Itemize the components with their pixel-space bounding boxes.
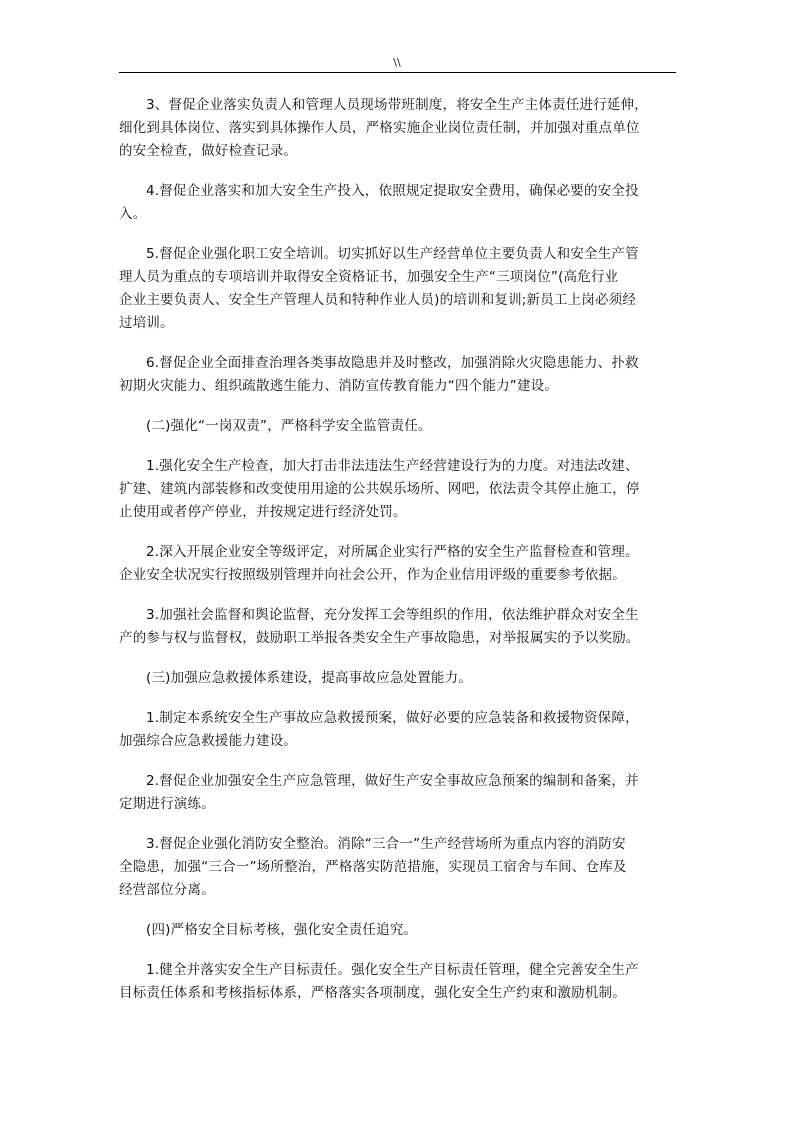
paragraph [119,180,676,226]
paragraph [119,604,676,650]
text-line: 3、督促企业落实负责人和管理人员现场带班制度，将安全生产主体责任进行延伸， [146,97,648,113]
text-line: 4.督促企业落实和加大安全生产投入，依照规定提取安全费用，确保必要的安全投 [146,183,639,199]
text-line: 1.健全并落实安全生产目标责任。强化安全生产目标责任管理，健全完善安全生产 [146,962,639,978]
paragraph [119,541,676,587]
paragraph [119,415,676,438]
header-mark: \\ [393,56,401,69]
paragraph [119,919,676,942]
text-line: 3.督促企业强化消防安全整治。消除“三合一”生产经营场所为重点内容的消防安 [146,836,626,852]
paragraph [119,243,676,335]
text-line: 细化到具体岗位、落实到具体操作人员，严格实施企业岗位责任制，并加强对重点单位 [119,120,640,136]
text-line: 初期火灾能力、组织疏散逃生能力、消防宣传教育能力“四个能力”建设。 [119,378,559,394]
paragraph [119,94,676,163]
text-line: 1.强化安全生产检查，加大打击非法违法生产经营建设行为的力度。对违法改建、 [146,458,639,474]
text-line: 1.制定本系统安全生产事故应急救援预案，做好必要的应急装备和救援物资保障， [146,710,639,726]
text-line: 企业主要负责人、安全生产管理人员和特种作业人员)的培训和复训;新员工上岗必须经 [119,292,637,308]
text-line: 扩建、建筑内部装修和改变使用用途的公共娱乐场所、网吧，依法责令其停止施工，停 [119,481,640,497]
text-line: 全隐患，加强“三合一”场所整治，严格落实防范措施，实现员工宿舍与车间、仓库及 [119,859,627,875]
header-rule [119,72,676,73]
paragraph [119,833,676,902]
text-line: 的安全检查，做好检查记录。 [119,143,298,159]
text-line: 止使用或者停产停业，并按规定进行经济处罚。 [119,504,407,520]
text-line: 5.督促企业强化职工安全培训。切实抓好以生产经营单位主要负责人和安全生产管 [146,246,639,262]
text-line: 理人员为重点的专项培训并取得安全资格证书，加强安全生产“三项岗位”(高危行业 [119,269,619,285]
text-line: (三)加强应急救援体系建设，提高事故应急处置能力。 [146,670,473,686]
text-line: (二)强化“一岗双责”，严格科学安全监管责任。 [146,418,432,434]
text-line: 目标责任体系和考核指标体系，严格落实各项制度，强化安全生产约束和激励机制。 [119,985,626,1001]
text-line: 6.督促企业全面排查治理各类事故隐患并及时整改，加强消除火灾隐患能力、扑救 [146,355,639,371]
paragraph [119,455,676,524]
paragraph [119,707,676,753]
text-line: 经营部位分离。 [119,882,215,898]
text-line: 3.加强社会监督和舆论监督，充分发挥工会等组织的作用，依法维护群众对安全生 [146,607,639,623]
text-line: (四)严格安全目标考核，强化安全责任追究。 [146,922,418,938]
paragraph [119,959,676,1005]
text-line: 入。 [119,206,147,222]
document-body [119,94,676,1022]
text-line: 企业安全状况实行按照级别管理并向社会公开，作为企业信用评级的重要参考依据。 [119,567,626,583]
paragraph [119,352,676,398]
paragraph [119,667,676,690]
text-line: 过培训。 [119,315,174,331]
text-line: 2.督促企业加强安全生产应急管理，做好生产安全事故应急预案的编制和备案，并 [146,773,639,789]
text-line: 2.深入开展企业安全等级评定，对所属企业实行严格的安全生产监督检查和管理。 [146,544,639,560]
text-line: 定期进行演练。 [119,796,215,812]
paragraph [119,770,676,816]
text-line: 产的参与权与监督权，鼓励职工举报各类安全生产事故隐患，对举报属实的予以奖励。 [119,630,640,646]
text-line: 加强综合应急救援能力建设。 [119,733,298,749]
